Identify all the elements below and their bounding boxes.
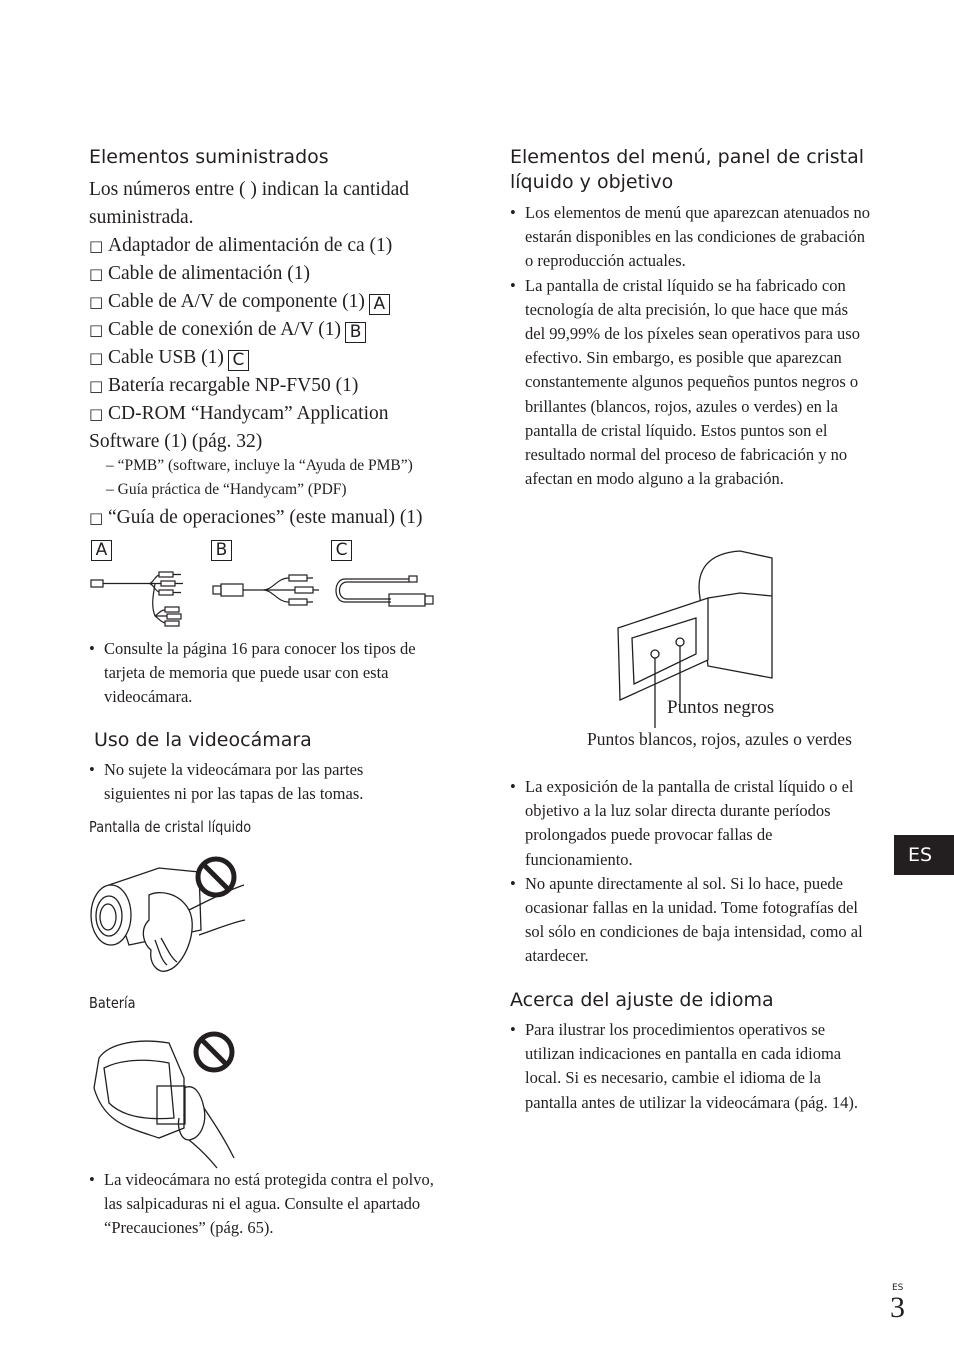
checkbox-icon: □ (89, 265, 104, 283)
manual-item (89, 504, 423, 532)
menu-lcd-bullets (510, 201, 872, 491)
caption-battery: Batería (89, 994, 136, 1012)
heading-line1: Elementos del menú, panel de cristal (510, 146, 865, 168)
supplied-item (89, 232, 454, 260)
supplied-item-text: Batería recargable NP-FV50 (1) (108, 375, 359, 396)
bullet-do-not-point-sun: • No apunte directamente al sol. Si lo hace, puede ocasionar fallas en la unidad. Tome fotografías del sol sólo en condiciones de baja intensidad, como al atardecer. (510, 872, 872, 969)
usb-cable-illustration (331, 574, 443, 610)
figure-label-b: B (211, 540, 232, 561)
figure-label-a: A (91, 540, 112, 561)
supplied-item-badge: C (228, 350, 249, 371)
sunlight-bullets (510, 775, 872, 969)
checkbox-icon: □ (89, 349, 104, 367)
manual-item-text: “Guía de operaciones” (este manual) (1) (108, 507, 423, 528)
supplied-items-list (89, 176, 454, 456)
caption-lcd: Pantalla de cristal líquido (89, 818, 252, 836)
bullet-sunlight-exposure: • La exposición de la pantalla de cristal líquido o el objetivo a la luz solar directa durante períodos prolongados puede provocar fallas de funcionamiento. (510, 775, 872, 872)
supplied-item (89, 372, 454, 400)
hold-note-text: • No sujete la videocámara por las partes siguientes ni por las tapas de las tomas. (89, 758, 409, 806)
supplied-item-badge: A (369, 294, 390, 315)
supplied-item-badge: B (345, 322, 366, 343)
figure-label-c: C (331, 540, 352, 561)
memory-card-note-text: • Consulte la página 16 para conocer los tipos de tarjeta de memoria que puede usar con esta videocámara. (89, 637, 451, 710)
label-black-dots: Puntos negros (667, 697, 775, 718)
cdrom-line1: CD-ROM “Handycam” Application (108, 403, 389, 424)
label-bright-dots: Puntos blancos, rojos, azules o verdes (587, 729, 852, 749)
memory-card-note (89, 637, 451, 710)
cdrom-item (89, 400, 454, 428)
footer-language-code: ES (892, 1283, 904, 1293)
language-note (510, 1018, 872, 1115)
do-not-hold-by-battery-illustration (89, 1028, 249, 1168)
checkbox-icon: □ (89, 405, 104, 423)
supplied-item-text: Adaptador de alimentación de ca (1) (108, 235, 393, 256)
supplied-item (89, 316, 454, 344)
checkbox-icon: □ (89, 321, 104, 339)
supplied-item (89, 260, 454, 288)
section-heading-language: Acerca del ajuste de idioma (510, 989, 774, 1011)
subitem-guide: – Guía práctica de “Handycam” (PDF) (106, 481, 347, 498)
heading-line2: líquido y objetivo (510, 171, 674, 193)
subitem-pmb: – “PMB” (software, incluye la “Ayuda de PMB”) (106, 457, 413, 474)
section-heading-supplied-items: Elementos suministrados (89, 146, 329, 168)
hold-note (89, 758, 409, 806)
language-note-text: • Para ilustrar los procedimientos operativos se utilizan indicaciones en pantalla en cada idioma local. Si es necesario, cambie el idioma de la pantalla antes de utilizar la videocámara (pág. 14). (510, 1018, 872, 1115)
section-heading-menu-lcd-lens (510, 145, 864, 195)
component-av-cable-illustration (89, 566, 189, 630)
supplied-intro: Los números entre ( ) indican la cantidad suministrada. (89, 179, 410, 228)
language-side-tab: ES (894, 835, 954, 875)
supplied-item (89, 288, 454, 316)
cdrom-line2: Software (1) (pág. 32) (89, 431, 263, 452)
supplied-item-text: Cable de alimentación (1) (108, 263, 310, 284)
bullet-lcd-pixels: • La pantalla de cristal líquido se ha fabricado con tecnología de alta precisión, lo que hace que más del 99,99% de los píxeles sean operativos para uso efectivo. Sin embargo, es posible que aparezcan constantemente algunos pequeños puntos negros o brillantes (blancos, rojos, azules o verdes) en la pantalla de cristal líquido. Estos puntos son el resultado normal del proceso de fabricación y no afectan en modo alguno a la grabación. (510, 274, 872, 492)
av-connection-cable-illustration (211, 570, 323, 610)
supplied-item-text: Cable de conexión de A/V (1) (108, 319, 342, 340)
page-number: 3 (890, 1291, 905, 1324)
cdrom-subitems (106, 454, 413, 502)
bullet-menu-items: • Los elementos de menú que aparezcan atenuados no estarán disponibles en las condiciones de grabación o reproducción actuales. (510, 201, 872, 274)
supplied-item-text: Cable USB (1) (108, 347, 224, 368)
checkbox-icon: □ (89, 237, 104, 255)
checkbox-icon: □ (89, 377, 104, 395)
section-heading-camera-use: Uso de la videocámara (94, 729, 312, 751)
protection-note (89, 1168, 439, 1241)
checkbox-icon: □ (89, 509, 104, 527)
protection-note-text: • La videocámara no está protegida contra el polvo, las salpicaduras ni el agua. Consulte el apartado “Precauciones” (pág. 65). (89, 1168, 439, 1241)
supplied-item (89, 344, 454, 372)
do-not-hold-by-lcd-illustration (89, 850, 249, 980)
supplied-item-text: Cable de A/V de componente (1) (108, 291, 365, 312)
checkbox-icon: □ (89, 293, 104, 311)
supplied-items (89, 232, 454, 400)
